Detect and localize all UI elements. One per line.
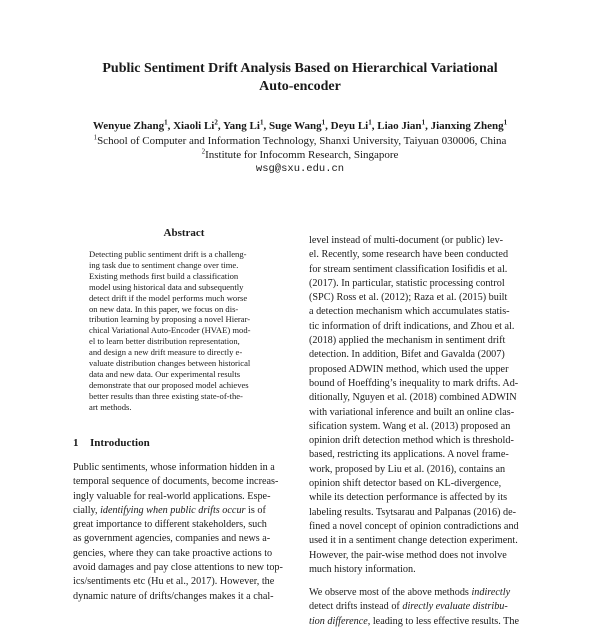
paragraph-gap (309, 577, 531, 586)
left-body-line: as government agencies, companies and news a- (73, 533, 271, 545)
right-body-line: tic information of drift indications, and Zhou et al. (309, 320, 515, 332)
abstract-line: better results than three existing state-of-the- (89, 390, 243, 401)
affiliation-1-text: School of Computer and Information Technology, Shanxi University, Taiyuan 030006, China (97, 135, 507, 147)
left-body-line: Public sentiments, whose information hidden in a (73, 462, 275, 473)
title-line-1: Public Sentiment Drift Analysis Based on Hierarchical Variational (102, 61, 498, 76)
right-body-line: bound of Hoeffding’s inequality to mark drifts. Ad- (309, 377, 519, 389)
left-column-body (73, 461, 295, 604)
author-affiliation-mark: 2 (214, 118, 218, 127)
abstract-line: detect drift if the model performs much worse (89, 292, 248, 303)
author-name: Jianxing Zheng (430, 120, 504, 132)
right-body-line: We observe most of the above methods indirectly (309, 587, 511, 599)
right-body-line: while its detection performance is affected by its (309, 492, 508, 504)
abstract-line: Existing methods first build a classification (89, 270, 239, 281)
right-body-line: level instead of multi-document (or public) lev- (309, 235, 504, 246)
author-name: Deyu Li (330, 120, 369, 132)
right-body-line: However, the pair-wise method does not involve (309, 549, 507, 561)
section-number: 1 (73, 437, 79, 449)
right-body-line: used it in a sentiment change detection experiment. (309, 535, 518, 547)
right-body-line: tion difference, leading to less effective results. The (309, 615, 520, 627)
left-body-line: ingly valuable for real-world applications. Espe- (73, 490, 271, 502)
right-body-line: much history information. (309, 563, 416, 575)
left-body-line: avoid damages and pay close attentions to new top- (73, 562, 283, 574)
right-body-line: with variational inference and built an online clas- (309, 406, 515, 418)
abstract-heading: Abstract (163, 227, 205, 239)
abstract-line: and design a new drift measure to directly e- (89, 347, 243, 358)
right-body-line: detection. In addition, Bifet and Gavalda (2007) (309, 349, 505, 361)
abstract-line: valuate distribution changes between historical (89, 358, 251, 369)
abstract-line: tribution learning by proposing a novel Hierar- (89, 314, 251, 325)
author-affiliation-mark: 1 (421, 118, 426, 127)
author-affiliation-mark: 1 (321, 118, 326, 127)
right-body-line: fined a novel concept of opinion contradictions and (309, 520, 519, 532)
right-body-line: opinion drift detection method which is threshold- (309, 435, 514, 447)
author-name: Wenyue Zhang (92, 120, 165, 132)
author-name: Xiaoli Li (173, 120, 215, 132)
right-body-line: sification system. Wang et al. (2013) proposed an (309, 420, 511, 432)
right-body-line: el. Recently, some research have been conducted (309, 249, 509, 261)
affiliation-1-number: 1 (93, 133, 98, 142)
right-body-line: proposed ADWIN method, which used the upper (309, 363, 509, 375)
right-body-line: (SPC) Ross et al. (2012); Raza et al. (2015) built (309, 292, 508, 304)
left-body-line: temporal sequence of documents, become increas- (73, 476, 279, 488)
abstract-line: chical Variational Auto-Encoder (HVAE) mod- (89, 325, 251, 336)
author-name: Yang Li (222, 120, 260, 132)
abstract-line: on new data. In this paper, we focus on dis- (89, 303, 239, 314)
abstract-line: model using historical data and subsequently (89, 281, 244, 292)
abstract-line: ing task due to sentiment change over time. (89, 259, 239, 270)
affiliation-2-text: Institute for Infocomm Research, Singapore (205, 149, 399, 161)
right-body-line: labeling results. Tsytsarau and Palpanas (2016) de- (309, 506, 517, 518)
left-body-line: cially, identifying when public drifts occur is of (73, 504, 266, 516)
abstract-line: demonstrate that our proposed model achieves (89, 379, 249, 390)
paper-title (60, 60, 540, 96)
left-body-line: great importance to different stakeholders, such (73, 519, 267, 531)
author-affiliation-mark: 1 (368, 118, 372, 127)
affiliation-2-number: 2 (201, 147, 206, 156)
affiliation-2 (30, 148, 570, 162)
emphasis-text: indirectly (471, 587, 511, 599)
abstract-line: art methods. (89, 401, 132, 412)
emphasis-text: identifying when public drifts occur (100, 504, 246, 516)
right-body-line: detect drifts instead of directly evaluate distribu- (309, 601, 508, 613)
affiliation-1 (30, 134, 570, 148)
right-body-line: (2018) applied the mechanism in sentiment drift (309, 335, 506, 347)
abstract-line: data and new data. Our experimental results (89, 368, 241, 379)
right-body-line: for stream sentiment classification Iosifidis et al. (309, 263, 508, 275)
right-body-line: ditionally, Nguyen et al. (2018) combined ADWIN (309, 392, 517, 404)
right-body-line: opinion shift detector based on KL-divergence, (309, 478, 502, 490)
author-affiliation-mark: 1 (503, 118, 508, 127)
author-affiliation-mark: 1 (259, 118, 264, 127)
title-line-2: Auto-encoder (259, 79, 341, 94)
section-heading-introduction (73, 437, 150, 449)
author-name: Suge Wang (268, 120, 322, 132)
left-body-line: gencies, where they can take proactive actions to (73, 547, 273, 559)
abstract-line: Detecting public sentiment drift is a challeng- (89, 249, 247, 259)
author-name: Liao Jian (377, 120, 422, 132)
right-body-line: work, proposed by Liu et al. (2016), contains an (309, 463, 506, 475)
left-body-line: ics/sentiments etc (Hu et al., 2017). However, the (73, 576, 275, 588)
section-title: Introduction (90, 437, 150, 449)
right-column-body (309, 234, 531, 629)
author-list: Wenyue Zhang$^1$, Xiaoli Li$^2$, Yang Li$^1$, Suge Wang$^1$, Deyu Li$^1$, Liao Jian$^1$, Jianxing Zheng$^1$ (92, 118, 508, 132)
contact-email: wsg@sxu.edu.cn (255, 163, 345, 175)
left-body-line: dynamic nature of drifts/changes makes it a chal- (73, 590, 274, 602)
right-body-line: (2017). In particular, statistic processing control (309, 277, 505, 289)
abstract-body (89, 249, 279, 413)
author-affiliation-mark: 1 (164, 118, 168, 127)
abstract-line: el to learn better distribution representation, (89, 336, 240, 347)
right-body-line: based, restricting its applications. A novel frame- (309, 449, 509, 461)
right-body-line: a detection mechanism which accumulates statis- (309, 306, 510, 318)
emphasis-text: tion difference (309, 615, 368, 627)
emphasis-text: directly evaluate distribu- (402, 601, 508, 613)
